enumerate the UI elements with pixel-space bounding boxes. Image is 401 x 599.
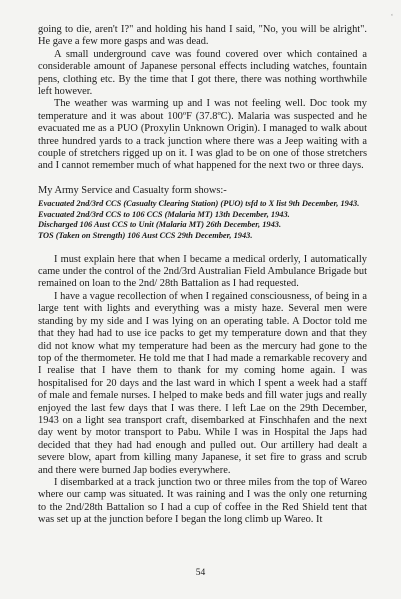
record-line: TOS (Taken on Strength) 106 Aust CCS 29th December, 1943. <box>38 231 253 241</box>
paragraph-continuation: going to die, aren't I?" and holding his hand I said, "No, you will be alright". He gave a few more gasps and was dead. <box>38 24 367 48</box>
paragraph-medical-orderly: I must explain here that when I became a medical orderly, I automatically came under the control of the 2nd/3rd Australian Field Ambulance Brigade but remained on loan to the 2nd/ 28th Battalion as I had requested. <box>38 253 367 290</box>
corner-mark: ʻ <box>391 14 393 20</box>
paragraph-malaria: The weather was warming up and I was not feeling well. Doc took my temperature and it was about 100ºF (37.8ºC). Malaria was suspected and he evacuated me as a PUO (Proxylin Unknown Origin). I managed to walk about three hundred yards to a track junction where there was a Jeep waiting with a couple of stretchers rigged up on it. I was glad to be on one of those stretchers and I cannot remember much of what happened for the next two or three days. <box>38 98 367 172</box>
record-line: Evacuated 2nd/3rd CCS to 106 CCS (Malaria MT) 13th December, 1943. <box>38 209 290 219</box>
paragraph-cave: A small underground cave was found covered over which contained a considerable amount of Japanese personal effects including watches, fountain pens, clothing etc. By the time that I got there, there was nothing worthwhile left however. <box>38 48 367 98</box>
record-line: Evacuated 2nd/3rd CCS (Casualty Clearing Station) (PUO) tsfd to X list 9th December, 1943. <box>38 199 360 209</box>
paragraph-hospital: I have a vague recollection of when I regained consciousness, of being in a large tent with lights and everything was a misty haze. Several men were standing by my side and I was lying on an operating table. A Doctor told me that they had had to use ice packs to get my temperature down and that they did not know what my temperature had been as the mercury had gone to the top of the thermometer. He told me that I had made a remarkable recovery and I realise that I have them to thank for my coming home again. I was hospitalised for 20 days and the last ward in which I spent a week had a staff of male and female nurses. I helped to make beds and fill water jugs and really enjoyed the last few days that I was there. I left Lae on the 29th December, 1943 on a light sea transport craft, disembarked at Finschhafen and the next day went by motor transport to Pabu. While I was in Hospital the Japs had decided that they had had enough and pulled out. Our artillery had dealt a severe blow, apart from killing many Japanese, it set fire to grass and scrub and there were burned Jap bodies everywhere. <box>38 290 367 476</box>
page-number: 54 <box>195 568 206 578</box>
record-line: Discharged 106 Aust CCS to Unit (Malaria MT) 26th December, 1943. <box>38 220 282 230</box>
paragraph-wareo: I disembarked at a track junction two or three miles from the top of Wareo where our camp was situated. It was raining and I was the only one returning to the 2nd/28th Battalion so I had a cup of coffee in the Red Shield tent that was set up at the junction before I began the long climb up Wareo. It <box>38 476 367 526</box>
records-heading: My Army Service and Casualty form shows:- <box>38 184 227 196</box>
